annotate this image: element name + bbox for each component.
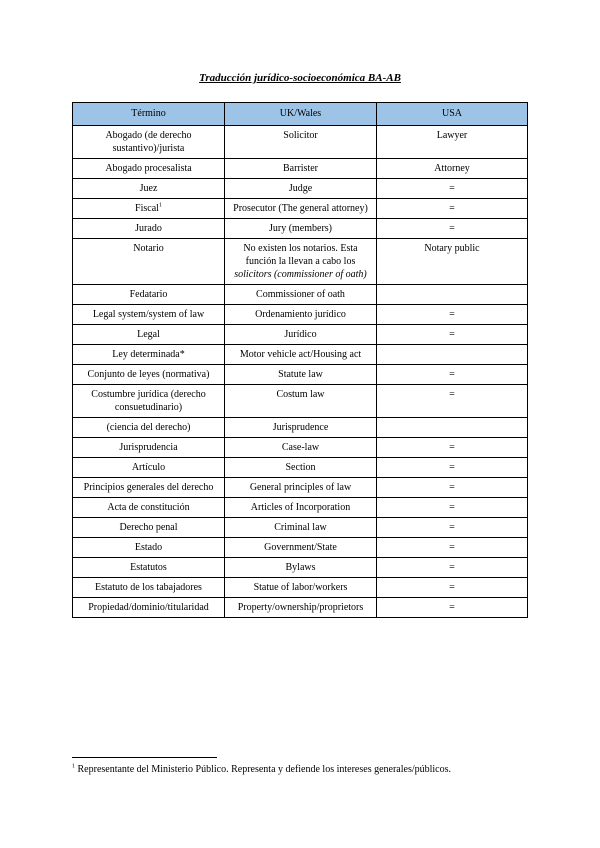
cell-uk-wales: [225, 458, 377, 478]
term-text: Estatutos: [130, 562, 167, 573]
term-text: Juez: [139, 183, 158, 194]
term-text: Legal system/system of law: [92, 309, 205, 320]
cell-uk-wales: [225, 498, 377, 518]
table-row: [73, 498, 528, 518]
cell-uk-wales: [225, 126, 377, 159]
table-row: [73, 285, 528, 305]
term-text: Jurado: [135, 223, 162, 234]
term-text: Principios generales del derecho: [83, 482, 214, 493]
cell-term: [73, 179, 225, 199]
cell-term: [73, 498, 225, 518]
cell-term: [73, 325, 225, 345]
glossary-table: [72, 102, 528, 618]
cell-uk-wales: [225, 418, 377, 438]
uk-wales-text: Jurisprudence: [272, 422, 329, 433]
cell-term: [73, 418, 225, 438]
cell-term: [73, 345, 225, 365]
cell-uk-wales: [225, 385, 377, 418]
cell-usa: [377, 219, 528, 239]
cell-uk-wales: [225, 239, 377, 285]
uk-wales-text: Case-law: [281, 442, 320, 453]
cell-uk-wales: [225, 538, 377, 558]
footnote-text: Representante del Ministerio Público. Representa y defiende los intereses generales/públicos.: [77, 764, 452, 775]
cell-uk-wales: [225, 285, 377, 305]
uk-wales-text: Solicitor: [283, 130, 318, 141]
usa-text: Notary public: [424, 243, 480, 254]
cell-term: [73, 199, 225, 219]
cell-usa: [377, 159, 528, 179]
cell-term: [73, 219, 225, 239]
cell-usa: [377, 538, 528, 558]
uk-wales-text: Ordenamiento jurídico: [255, 309, 346, 320]
term-text: Estatuto de los tabajadores: [95, 582, 202, 593]
uk-wales-text: Articles of Incorporation: [250, 502, 351, 513]
usa-text: =: [449, 442, 455, 453]
cell-uk-wales: [225, 438, 377, 458]
cell-uk-wales: [225, 478, 377, 498]
term-text: Fedatario: [129, 289, 168, 300]
term-text: Ley determinada*: [112, 349, 185, 360]
footnote-reference: 1: [158, 202, 162, 209]
cell-uk-wales: [225, 578, 377, 598]
table-row: [73, 518, 528, 538]
term-text: Abogado procesalista: [105, 163, 192, 174]
cell-usa: [377, 385, 528, 418]
term-text: Costumbre jurídica (derecho consuetudinario): [91, 389, 206, 413]
cell-usa: [377, 126, 528, 159]
cell-term: [73, 478, 225, 498]
table-row: [73, 578, 528, 598]
table-row: [73, 179, 528, 199]
cell-term: [73, 159, 225, 179]
cell-uk-wales: [225, 365, 377, 385]
cell-term: [73, 438, 225, 458]
usa-text: =: [449, 329, 455, 340]
usa-text: =: [449, 482, 455, 493]
table-header-row: [73, 103, 528, 126]
uk-wales-italic-text: solicitors (commissioner of oath): [234, 269, 367, 280]
usa-text: =: [449, 389, 455, 400]
table-row: [73, 199, 528, 219]
cell-usa: [377, 239, 528, 285]
usa-text: =: [449, 542, 455, 553]
header-uk-wales: UK/Wales: [225, 103, 377, 126]
uk-wales-text: Judge: [288, 183, 313, 194]
usa-text: =: [449, 369, 455, 380]
uk-wales-text: Barrister: [283, 163, 318, 174]
term-text: Artículo: [131, 462, 166, 473]
cell-usa: [377, 345, 528, 365]
cell-term: [73, 578, 225, 598]
cell-uk-wales: [225, 159, 377, 179]
term-text: Abogado (de derecho sustantivo)/jurista: [105, 130, 192, 154]
usa-text: =: [449, 223, 455, 234]
cell-term: [73, 458, 225, 478]
cell-uk-wales: [225, 305, 377, 325]
uk-wales-text: Government/State: [264, 542, 337, 553]
cell-term: [73, 538, 225, 558]
cell-term: [73, 126, 225, 159]
cell-usa: [377, 498, 528, 518]
term-text: Notario: [133, 243, 164, 254]
table-row: [73, 126, 528, 159]
usa-text: =: [449, 582, 455, 593]
cell-usa: [377, 438, 528, 458]
uk-wales-text: Statue of labor/workers: [253, 582, 348, 593]
table-row: [73, 418, 528, 438]
term-text: Estado: [134, 542, 163, 553]
uk-wales-text: Jurídico: [284, 329, 317, 340]
usa-text: =: [449, 522, 455, 533]
uk-wales-text: No existen los notarios. Esta función la llevan a cabo los: [243, 243, 358, 267]
uk-wales-text: Costum law: [276, 389, 325, 400]
cell-term: [73, 558, 225, 578]
cell-usa: [377, 179, 528, 199]
cell-usa: [377, 578, 528, 598]
table-row: [73, 159, 528, 179]
table-row: [73, 598, 528, 618]
footnote-divider: [72, 757, 217, 758]
table-row: [73, 219, 528, 239]
usa-text: =: [449, 502, 455, 513]
usa-text: Attorney: [434, 163, 470, 174]
usa-text: =: [449, 462, 455, 473]
table-row: [73, 538, 528, 558]
cell-usa: [377, 558, 528, 578]
cell-uk-wales: [225, 345, 377, 365]
uk-wales-text: Property/ownership/proprietors: [237, 602, 364, 613]
table-row: [73, 365, 528, 385]
usa-text: =: [449, 309, 455, 320]
uk-wales-text: General principles of law: [249, 482, 352, 493]
uk-wales-text: Section: [285, 462, 316, 473]
header-term: Término: [73, 103, 225, 126]
cell-uk-wales: [225, 179, 377, 199]
footnote: [72, 764, 532, 775]
usa-text: =: [449, 203, 455, 214]
term-text: Legal: [137, 329, 160, 340]
cell-term: [73, 385, 225, 418]
uk-wales-text: Jury (members): [268, 223, 333, 234]
cell-uk-wales: [225, 219, 377, 239]
cell-term: [73, 365, 225, 385]
cell-uk-wales: [225, 325, 377, 345]
cell-uk-wales: [225, 199, 377, 219]
term-text: Propiedad/dominio/titularidad: [88, 602, 209, 613]
cell-usa: [377, 325, 528, 345]
usa-text: =: [449, 183, 455, 194]
uk-wales-text: Motor vehicle act/Housing act: [239, 349, 362, 360]
header-usa: USA: [377, 103, 528, 126]
table-row: [73, 458, 528, 478]
table-row: [73, 305, 528, 325]
cell-uk-wales: [225, 558, 377, 578]
table-row: [73, 438, 528, 458]
table-row: [73, 558, 528, 578]
cell-usa: [377, 458, 528, 478]
usa-text: Lawyer: [436, 130, 468, 141]
uk-wales-text: Bylaws: [285, 562, 316, 573]
cell-usa: [377, 598, 528, 618]
cell-usa: [377, 478, 528, 498]
term-text: Jurisprudencia: [119, 442, 178, 453]
page-title: Traducción jurídico-socioeconómica BA-AB: [199, 72, 401, 84]
uk-wales-text: Prosecutor (The general attorney): [233, 203, 368, 214]
term-text: Conjunto de leyes (normativa): [87, 369, 210, 380]
cell-term: [73, 305, 225, 325]
table-row: [73, 478, 528, 498]
cell-usa: [377, 285, 528, 305]
table-row: [73, 385, 528, 418]
uk-wales-text: Statute law: [278, 369, 323, 380]
cell-usa: [377, 418, 528, 438]
cell-term: [73, 518, 225, 538]
term-text: Acta de constitución: [107, 502, 190, 513]
usa-text: =: [449, 562, 455, 573]
cell-usa: [377, 305, 528, 325]
cell-term: [73, 239, 225, 285]
cell-term: [73, 285, 225, 305]
table-row: [73, 239, 528, 285]
cell-usa: [377, 199, 528, 219]
cell-usa: [377, 518, 528, 538]
table-row: [73, 345, 528, 365]
cell-uk-wales: [225, 518, 377, 538]
uk-wales-text: Criminal law: [274, 522, 327, 533]
cell-term: [73, 598, 225, 618]
footnote-marker: 1: [72, 763, 75, 770]
term-text: Fiscal: [135, 203, 159, 214]
cell-usa: [377, 365, 528, 385]
term-text: (ciencia del derecho): [106, 422, 191, 433]
cell-uk-wales: [225, 598, 377, 618]
uk-wales-text: Commissioner of oath: [256, 289, 345, 300]
table-row: [73, 325, 528, 345]
usa-text: =: [449, 602, 455, 613]
term-text: Derecho penal: [119, 522, 178, 533]
